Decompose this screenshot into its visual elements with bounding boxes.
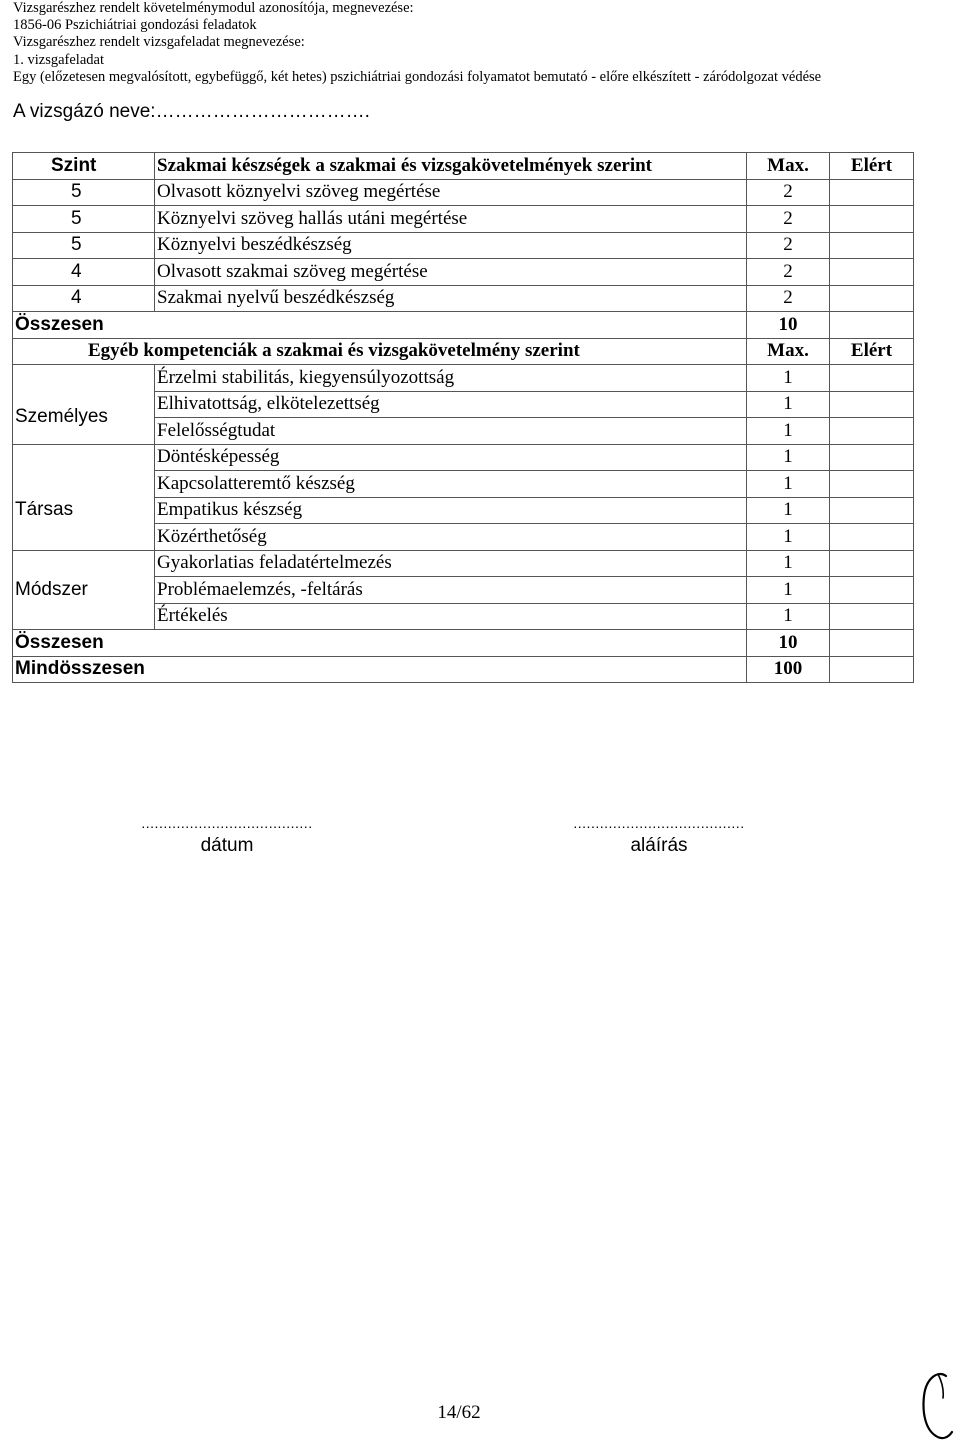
max-cell: 1 xyxy=(747,444,830,471)
achieved-cell[interactable] xyxy=(830,259,914,286)
header-skills: Szakmai készségek a szakmai és vizsgakövetelmények szerint xyxy=(155,153,747,180)
subtotal-row xyxy=(13,630,914,657)
competency-cell: Elhivatottság, elkötelezettség xyxy=(155,391,747,418)
level-cell: 5 xyxy=(13,179,155,206)
skill-cell: Köznyelvi beszédkészség xyxy=(155,232,747,259)
achieved-cell[interactable] xyxy=(830,577,914,604)
table-row xyxy=(13,232,914,259)
competency-cell: Gyakorlatias feladatértelmezés xyxy=(155,550,747,577)
subtotal-achieved[interactable] xyxy=(830,312,914,339)
competency-cell: Döntésképesség xyxy=(155,444,747,471)
table-row xyxy=(13,391,914,418)
skill-cell: Olvasott szakmai szöveg megértése xyxy=(155,259,747,286)
max-cell: 1 xyxy=(747,524,830,551)
document-header xyxy=(13,0,821,86)
skill-cell: Szakmai nyelvű beszédkészség xyxy=(155,285,747,312)
handwritten-initial-icon xyxy=(918,1368,956,1444)
category-cell xyxy=(13,524,155,551)
achieved-cell[interactable] xyxy=(830,603,914,630)
subtotal-label: Összesen xyxy=(13,312,747,339)
header-line-1: Vizsgarészhez rendelt követelménymodul azonosítója, megnevezése: xyxy=(13,0,414,16)
table-row xyxy=(13,259,914,286)
signature-line[interactable]: ....................................... xyxy=(573,815,745,831)
table-row xyxy=(13,471,914,498)
subtotal-max: 10 xyxy=(747,312,830,339)
table-row xyxy=(13,497,914,524)
max-cell: 2 xyxy=(747,259,830,286)
max-cell: 1 xyxy=(747,391,830,418)
header-level: Szint xyxy=(13,153,155,180)
category-cell xyxy=(13,550,155,577)
subtotal-max: 10 xyxy=(747,630,830,657)
max-cell: 1 xyxy=(747,550,830,577)
category-method: Módszer xyxy=(13,577,155,604)
achieved-cell[interactable] xyxy=(830,418,914,445)
max-cell: 1 xyxy=(747,471,830,498)
competency-cell: Problémaelemzés, -feltárás xyxy=(155,577,747,604)
category-personal: Személyes xyxy=(13,404,155,431)
level-cell: 4 xyxy=(13,259,155,286)
subtotal-achieved[interactable] xyxy=(830,630,914,657)
date-signature-block xyxy=(92,815,362,857)
examinee-name-field[interactable]: A vizsgázó neve:……………………………. xyxy=(13,101,370,122)
max-cell: 1 xyxy=(747,365,830,392)
signature-label: aláírás xyxy=(630,835,688,856)
category-cell xyxy=(13,444,155,471)
competency-cell: Empatikus készség xyxy=(155,497,747,524)
table-header-row xyxy=(13,153,914,180)
table-row xyxy=(13,444,914,471)
max-cell: 1 xyxy=(747,577,830,604)
achieved-cell[interactable] xyxy=(830,365,914,392)
level-cell: 5 xyxy=(13,232,155,259)
max-cell: 2 xyxy=(747,179,830,206)
table-row xyxy=(13,285,914,312)
grand-total-label: Mindösszesen xyxy=(13,656,747,683)
grading-table xyxy=(12,152,914,683)
header-achieved: Elért xyxy=(830,338,914,365)
header-achieved: Elért xyxy=(830,153,914,180)
competency-cell: Kapcsolatteremtő készség xyxy=(155,471,747,498)
skill-cell: Köznyelvi szöveg hallás utáni megértése xyxy=(155,206,747,233)
level-cell: 4 xyxy=(13,285,155,312)
header-line-5: Egy (előzetesen megvalósított, egybefüggő, két hetes) pszichiátriai gondozási folyamatot bemutató - előre elkészített - záródolgozat védése xyxy=(13,68,822,85)
signature-block xyxy=(524,815,794,857)
category-cell xyxy=(13,471,155,498)
category-cell xyxy=(13,365,155,392)
achieved-cell[interactable] xyxy=(830,471,914,498)
table-row xyxy=(13,365,914,392)
max-cell: 2 xyxy=(747,285,830,312)
grand-total-row xyxy=(13,656,914,683)
max-cell: 2 xyxy=(747,206,830,233)
achieved-cell[interactable] xyxy=(830,444,914,471)
max-cell: 1 xyxy=(747,418,830,445)
date-line[interactable]: ....................................... xyxy=(141,815,313,831)
max-cell: 2 xyxy=(747,232,830,259)
competency-cell: Érzelmi stabilitás, kiegyensúlyozottság xyxy=(155,365,747,392)
subtotal-label: Összesen xyxy=(13,630,747,657)
achieved-cell[interactable] xyxy=(830,179,914,206)
header-competencies: Egyéb kompetenciák a szakmai és vizsgakövetelmény szerint xyxy=(13,338,747,365)
grand-total-achieved[interactable] xyxy=(830,656,914,683)
achieved-cell[interactable] xyxy=(830,550,914,577)
table-row xyxy=(13,577,914,604)
achieved-cell[interactable] xyxy=(830,524,914,551)
header-max: Max. xyxy=(747,153,830,180)
skill-cell: Olvasott köznyelvi szöveg megértése xyxy=(155,179,747,206)
category-social: Társas xyxy=(13,497,155,524)
page-number: 14/62 xyxy=(437,1402,481,1423)
header-line-2: 1856-06 Pszichiátriai gondozási feladatok xyxy=(13,17,257,34)
table-row xyxy=(13,524,914,551)
table-header-row xyxy=(13,338,914,365)
category-cell xyxy=(13,603,155,630)
competency-cell: Értékelés xyxy=(155,603,747,630)
table-row xyxy=(13,179,914,206)
subtotal-row xyxy=(13,312,914,339)
max-cell: 1 xyxy=(747,497,830,524)
level-cell: 5 xyxy=(13,206,155,233)
competency-cell: Felelősségtudat xyxy=(155,418,747,445)
header-max: Max. xyxy=(747,338,830,365)
grand-total-max: 100 xyxy=(747,656,830,683)
header-line-4: 1. vizsgafeladat xyxy=(13,51,104,68)
table-row xyxy=(13,206,914,233)
header-line-3: Vizsgarészhez rendelt vizsgafeladat megnevezése: xyxy=(13,34,305,51)
achieved-cell[interactable] xyxy=(830,391,914,418)
table-row xyxy=(13,550,914,577)
achieved-cell[interactable] xyxy=(830,232,914,259)
competency-cell: Közérthetőség xyxy=(155,524,747,551)
achieved-cell[interactable] xyxy=(830,206,914,233)
max-cell: 1 xyxy=(747,603,830,630)
achieved-cell[interactable] xyxy=(830,497,914,524)
date-label: dátum xyxy=(200,835,254,856)
achieved-cell[interactable] xyxy=(830,285,914,312)
table-row xyxy=(13,603,914,630)
